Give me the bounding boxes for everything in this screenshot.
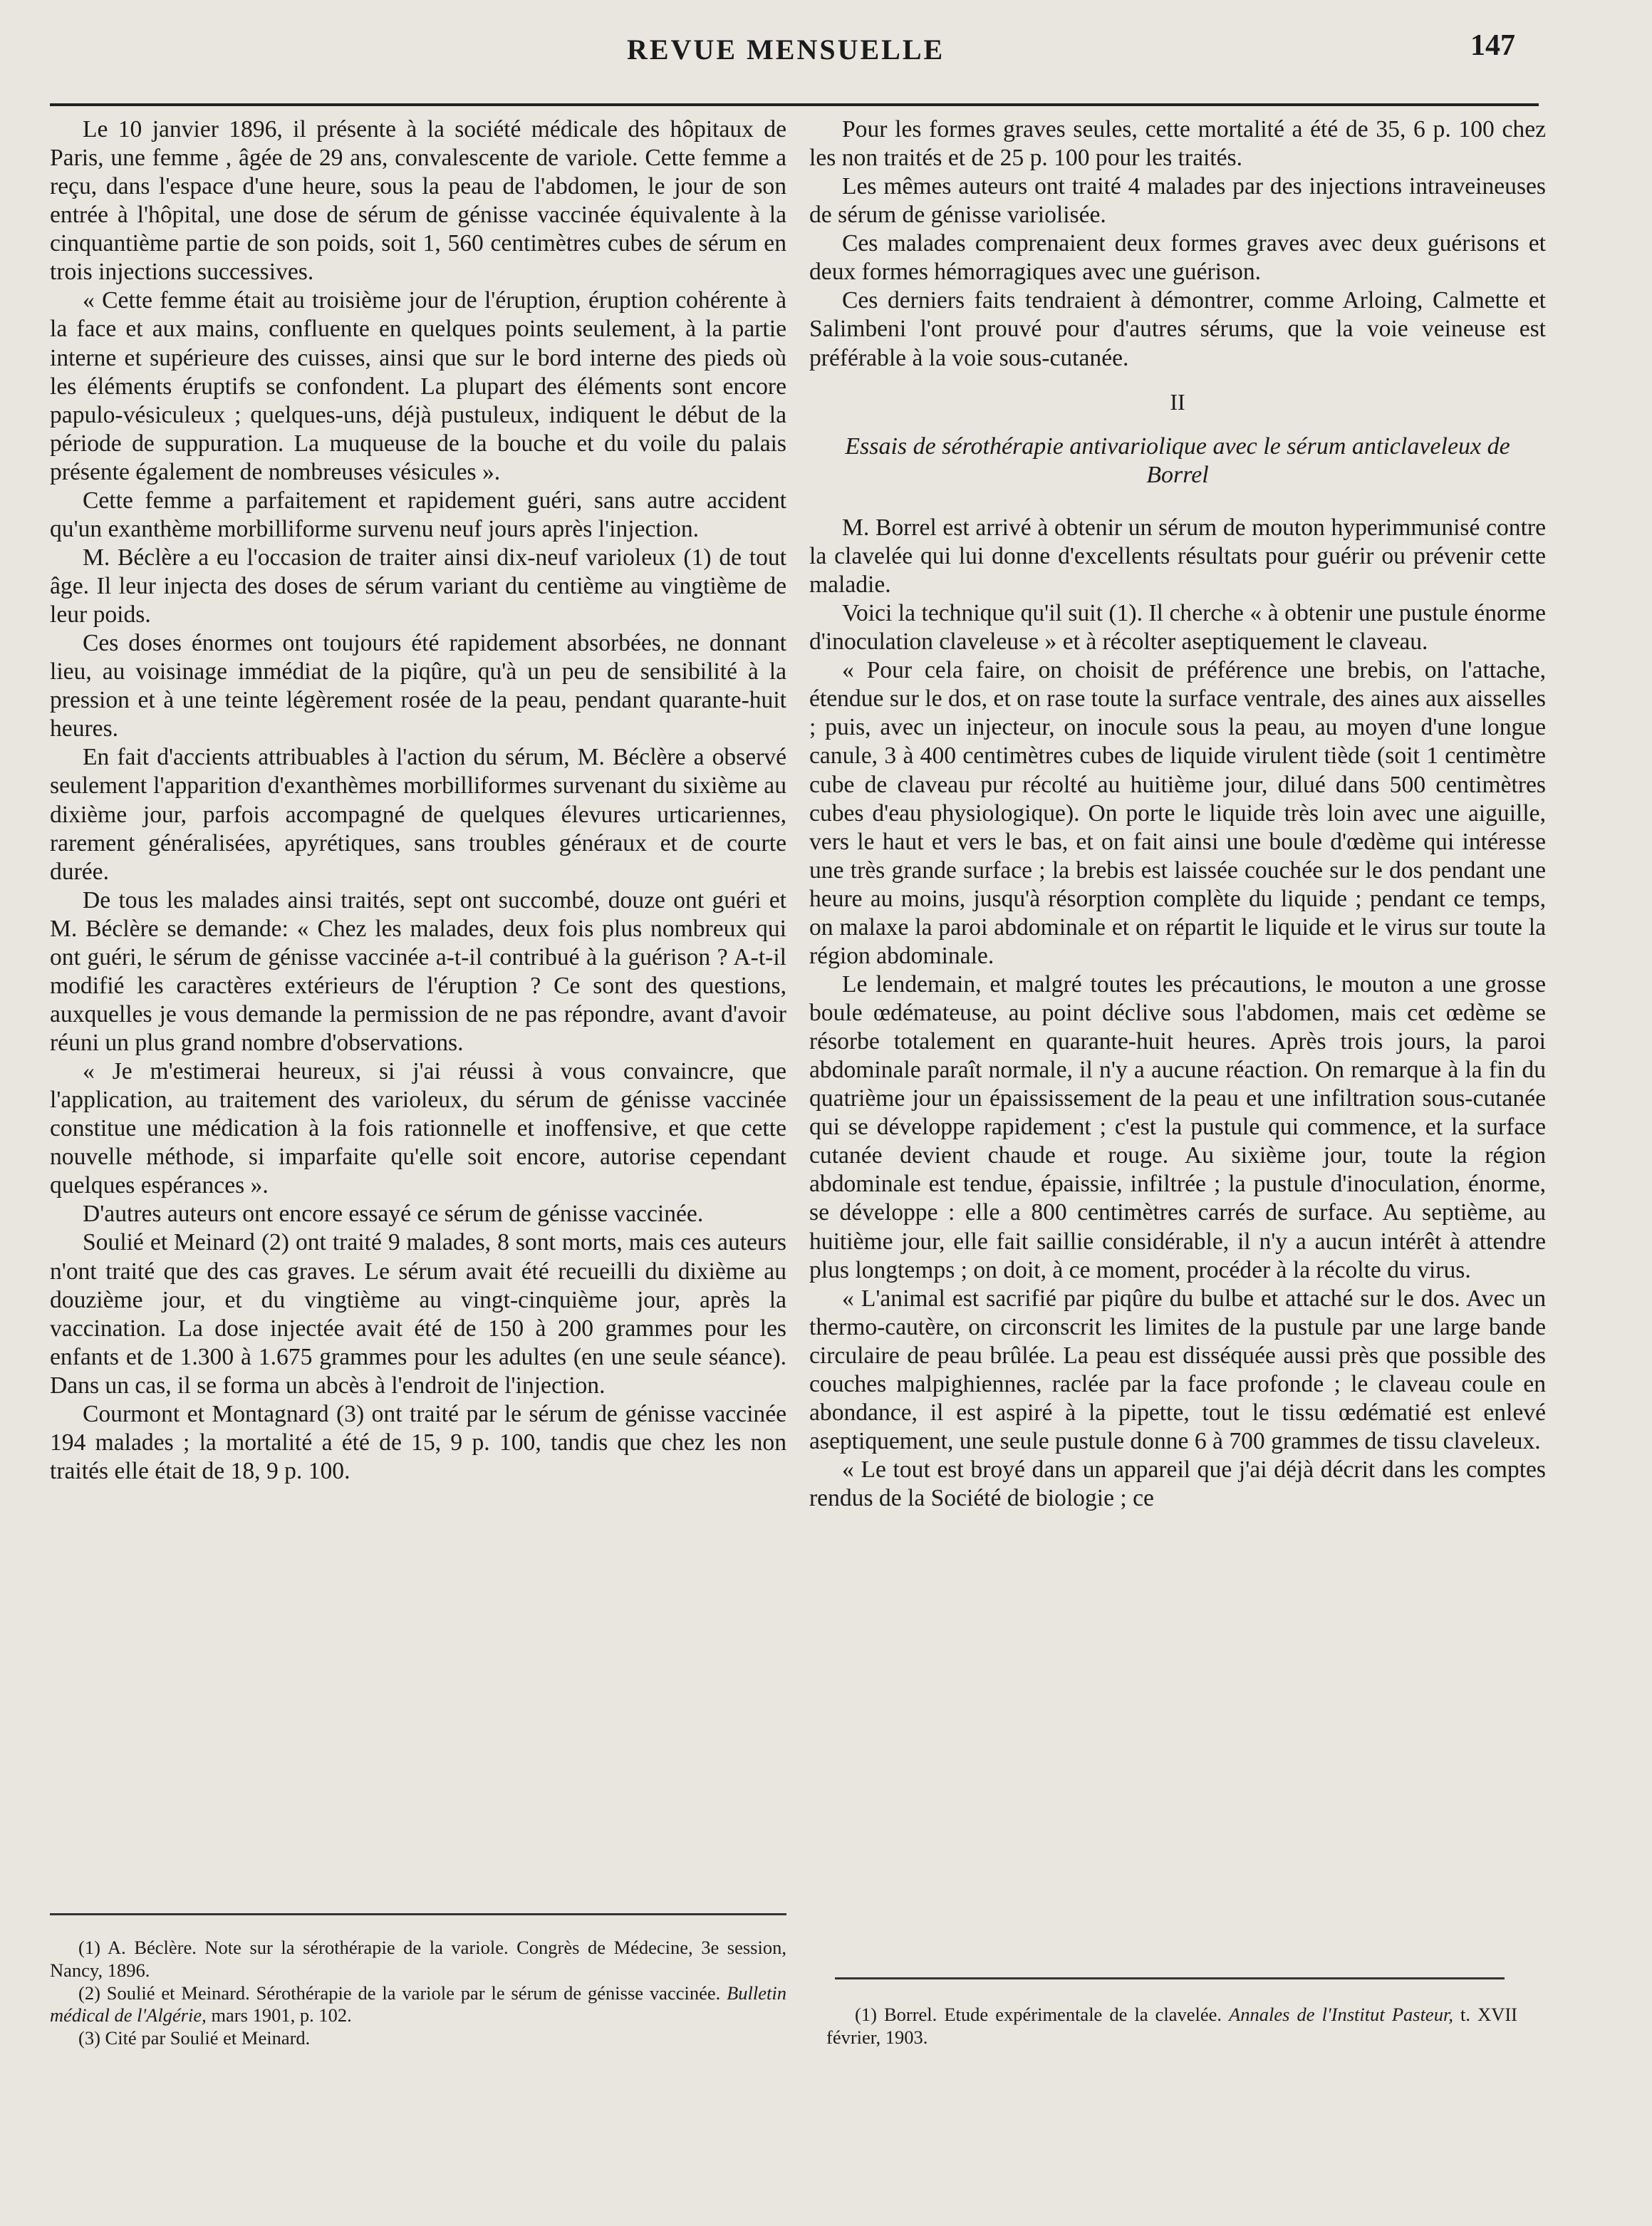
paragraph: « Je m'estimerai heureux, si j'ai réussi à vous convaincre, que l'application, au traitement des varioleux, du sérum de génisse vaccinée constitue une médication à la fois rationnelle et inoffensive, et que cette nouvelle méthode, si imparfaite qu'elle soit encore, autorise cependant quelques espérances ». [50, 1058, 786, 1199]
paragraph: Ces doses énormes ont toujours été rapidement absorbées, ne donnant lieu, au voisinage immédiat de la piqûre, qu'à un peu de sensibilité à la pression et à une teinte légèrement rosée de la peau, pendant quarante-huit heures. [50, 630, 786, 742]
footnote-text: mars 1901, p. 102. [206, 2004, 352, 2026]
paragraph: « L'animal est sacrifié par piqûre du bulbe et attaché sur le dos. Avec un thermo-cautère, on circonscrit les limites de la pustule par une large bande circulaire de peau brûlée. La peau est disséquée aussi près que possible des couches malpighiennes, raclée par la face profonde ; le claveau coule en abondance, il est aspiré à la pipette, tout le tissu œdématié est enlevé aseptiquement, une seule pustule donne 6 à 700 grammes de tissu claveleux. [809, 1285, 1546, 1454]
paragraph: En fait d'accients attribuables à l'action du sérum, M. Béclère a observé seulement l'apparition d'exanthèmes morbilliformes survenant du sixième au dixième jour, parfois accompagné de quelques élevures urticariennes, rarement généralisées, apyrétiques, sans troubles généraux et de courte durée. [50, 744, 786, 885]
running-title: REVUE MENSUELLE [627, 33, 945, 66]
footnotes-right [826, 2004, 1517, 2049]
running-head [0, 29, 1652, 78]
footnotes-left [50, 1937, 786, 2050]
footnote-rule-right [835, 1977, 1505, 1979]
paragraph: Les mêmes auteurs ont traité 4 malades par des injections intraveineuses de sérum de génisse variolisée. [809, 173, 1546, 229]
paragraph: De tous les malades ainsi traités, sept ont succombé, douze ont guéri et M. Béclère se demande: « Chez les malades, deux fois plus nombreux qui ont guéri, le sérum de génisse vaccinée a-t-il contribué à la guérison ? A-t-il modifié les caractères extérieurs de l'éruption ? Ce sont des questions, auxquelles je vous demande la permission de ne pas répondre, avant d'avoir réuni un plus grand nombre d'observations. [50, 886, 786, 1056]
footnote [50, 1937, 786, 1982]
paragraph: D'autres auteurs ont encore essayé ce sérum de génisse vaccinée. [83, 1201, 704, 1228]
footnote-ref: (3) [78, 2027, 100, 2049]
paragraph: Ces derniers faits tendraient à démontrer, comme Arloing, Calmette et Salimbeni l'ont prouvé pour d'autres sérums, que la voie veineuse est préférable à la voie sous-cutanée. [809, 287, 1546, 371]
footnote [50, 1982, 786, 2028]
footnote-text: Soulié et Meinard. Sérothérapie de la variole par le sérum de génisse vaccinée. [106, 1982, 727, 2004]
right-column [809, 115, 1546, 1513]
paragraph: Voici la technique qu'il suit (1). Il cherche « à obtenir une pustule énorme d'inoculation claveleuse » et à récolter aseptiquement le claveau. [809, 600, 1546, 656]
footnote [50, 2027, 786, 2050]
page-number: 147 [1470, 29, 1515, 62]
paragraph: Cette femme a parfaitement et rapidement guéri, sans autre accident qu'un exanthème morbilliforme survenu neuf jours après l'injection. [50, 487, 786, 542]
footnote-text: Borrel. Etude expérimentale de la clavelée. [883, 2004, 1230, 2025]
footnote-journal: Annales de l'Institut Pasteur, [1229, 2004, 1453, 2025]
paragraph: « Pour cela faire, on choisit de préférence une brebis, on l'attache, étendue sur le dos, et on rase toute la surface ventrale, des aines aux aisselles ; puis, avec un injecteur, on inocule sous la peau, au moyen d'une longue canule, 3 à 400 centimètres cubes de liquide virulent tiède (soit 1 centimètre cube de claveau pur récolté au huitième jour, dilué dans 500 centimètres cubes d'eau physiologique). On porte le liquide très loin avec une aiguille, vers le haut et vers le bas, et on fait ainsi une boule d'œdème qui intéresse une très grande surface ; la brebis est laissée couchée sur le dos pendant une heure au moins, jusqu'à résorption complète du liquide ; pendant ce temps, on malaxe la paroi abdominale et on répartit le liquide et le virus sur toute la région abdominale. [809, 657, 1546, 969]
left-column [50, 115, 786, 1486]
header-rule [50, 103, 1539, 106]
footnote-ref: (1) [78, 1937, 100, 1958]
paragraph: Le 10 janvier 1896, il présente à la société médicale des hôpitaux de Paris, une femme , âgée de 29 ans, convalescente de variole. Cette femme a reçu, dans l'espace d'une heure, sous la peau de l'abdomen, le jour de son entrée à l'hôpital, une dose de sérum de génisse vaccinée équivalente à la cinquantième partie de son poids, soit 1, 560 centimètres cubes de sérum en trois injections successives. [50, 116, 786, 286]
paragraph: Soulié et Meinard (2) ont traité 9 malades, 8 sont morts, mais ces auteurs n'ont traité que des cas graves. Le sérum avait été recueilli du dixième au douzième jour, et du vingtième au vingt-cinquième jour, après la vaccination. La dose injectée avait été de 150 à 200 grammes pour les enfants et de 1.300 à 1.675 grammes pour les adultes (en une seule séance). Dans un cas, il se forma un abcès à l'endroit de l'injection. [50, 1229, 786, 1399]
footnote-text: Cité par Soulié et Meinard. [105, 2027, 311, 2049]
footnote-ref: (1) [855, 2004, 877, 2025]
paragraph: Le lendemain, et malgré toutes les précautions, le mouton a une grosse boule œdémateuse, au point déclive sous l'abdomen, mais cet œdème se résorbe totalement en quarante-huit heures. Après trois jours, la paroi abdominale paraît normale, il n'y a aucune réaction. On remarque à la fin du quatrième jour un épaississement de la peau et une infiltration sous-cutanée qui se développe rapidement ; c'est la pustule qui commence, et la surface cutanée devient chaude et rouge. Au sixième jour, toute la région abdominale est tendue, épaissie, infiltrée ; la pustule d'inoculation, énorme, se développe : elle a 800 centimètres carrés de surface. Au septième, au huitième jour, elle fait saillie considérable, il n'y a aucun intérêt à attendre plus longtemps ; on doit, à ce moment, procéder à la récolte du virus. [809, 970, 1546, 1283]
paragraph: « Le tout est broyé dans un appareil que j'ai déjà décrit dans les comptes rendus de la Société de biologie ; ce [809, 1456, 1546, 1512]
section-title: Essais de sérothérapie antivariolique avec le sérum anticlaveleux de Borrel [845, 433, 1510, 488]
footnote-text: A. Béclère. Note sur la sérothérapie de la variole. Congrès de Médecine, 3e session, Nancy, 1896. [50, 1937, 786, 1981]
paragraph: Ces malades comprenaient deux formes graves avec deux guérisons et deux formes hémorragiques avec une guérison. [809, 230, 1546, 286]
footnote-text: t. XVII février, 1903. [826, 2004, 1517, 2048]
footnote-journal: Bulletin médical de l'Algérie, [50, 1982, 787, 2026]
section-number: II [1170, 388, 1185, 415]
footnote-rule-left [50, 1913, 786, 1915]
paragraph: « Cette femme était au troisième jour de l'éruption, éruption cohérente à la face et aux mains, confluente en quelques points seulement, à la partie interne et supérieure des cuisses, ainsi que sur le bord interne des pieds où les éléments éruptifs se confondent. La plupart des éléments sont encore papulo-vésiculeux ; quelques-uns, déjà pustuleux, indiquent le début de la période de suppuration. La muqueuse de la bouche et du voile du palais présente également de nombreuses vésicules ». [50, 287, 786, 485]
paragraph: Courmont et Montagnard (3) ont traité par le sérum de génisse vaccinée 194 malades ; la mortalité a été de 15, 9 p. 100, tandis que chez les non traités elle était de 18, 9 p. 100. [50, 1400, 786, 1484]
paragraph: M. Borrel est arrivé à obtenir un sérum de mouton hyperimmunisé contre la clavelée qui lui donne d'excellents résultats pour guérir ou prévenir cette maladie. [809, 514, 1546, 599]
paragraph: M. Béclère a eu l'occasion de traiter ainsi dix-neuf varioleux (1) de tout âge. Il leur injecta des doses de sérum variant du centième au vingtième de leur poids. [50, 544, 786, 628]
footnote-ref: (2) [78, 1982, 100, 2004]
footnote [826, 2004, 1517, 2049]
paragraph: Pour les formes graves seules, cette mortalité a été de 35, 6 p. 100 chez les non traités et de 25 p. 100 pour les traités. [809, 116, 1546, 172]
